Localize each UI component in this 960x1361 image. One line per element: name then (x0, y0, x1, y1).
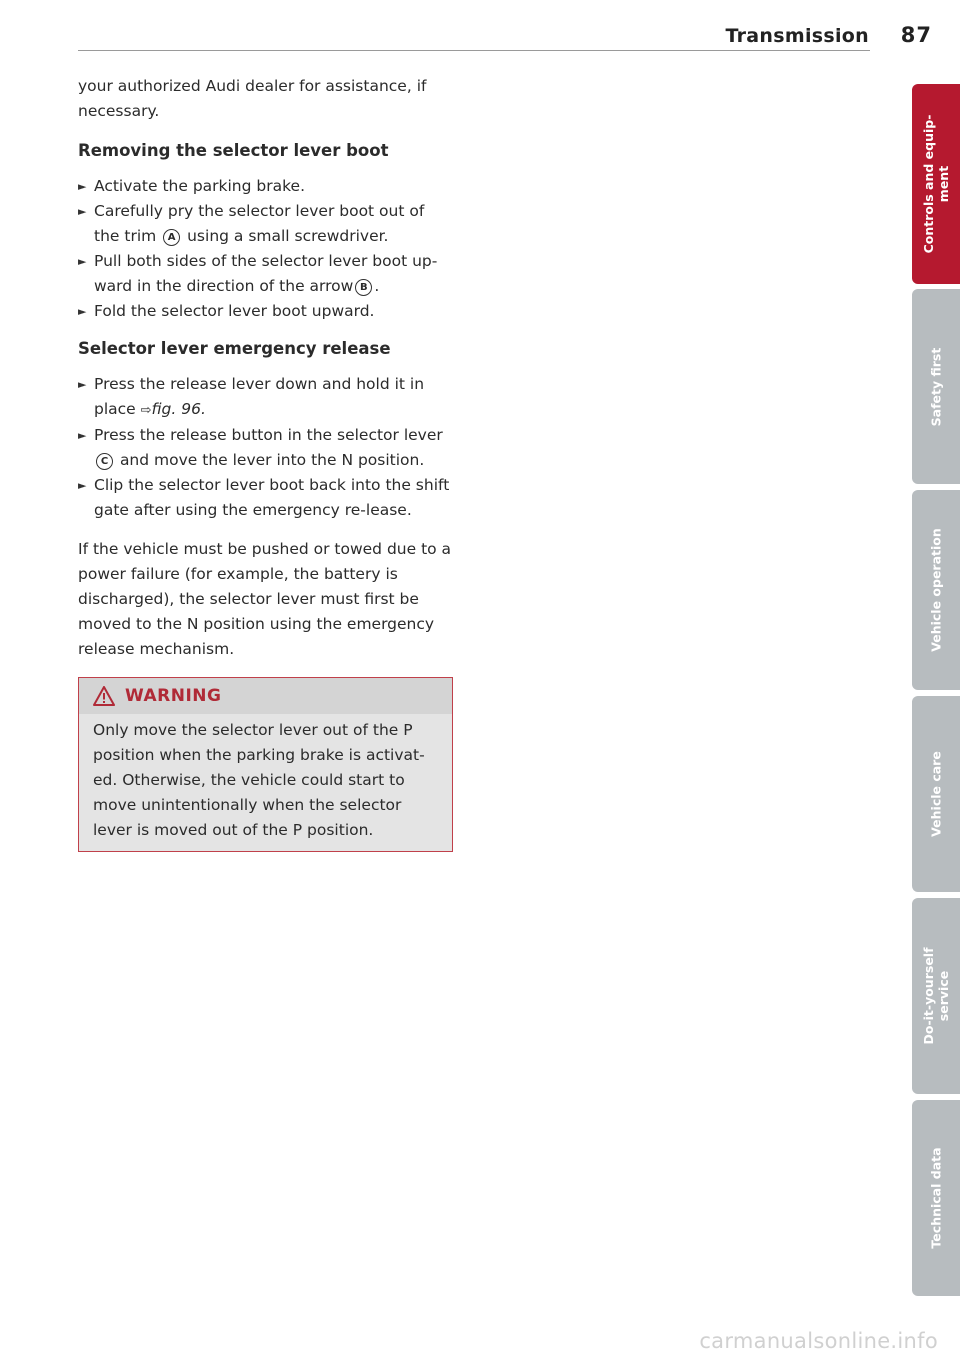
step-text: and move the lever into the N position. (119, 451, 425, 469)
warning-box (78, 677, 453, 852)
list-item (78, 249, 453, 299)
step-text: Activate the parking brake. (94, 177, 305, 195)
list-item (78, 174, 453, 199)
step-text: Clip the selector lever boot back into the shift gate after using the emergency re-lease. (94, 476, 450, 519)
step-text: Fold the selector lever boot upward. (94, 302, 375, 320)
tab-label: Technical data (928, 1147, 944, 1249)
tab-label: Controls and equip- ment (921, 114, 951, 254)
step-text: using a small screwdriver. (187, 227, 389, 245)
step-text: Press the release lever down and hold it in place (94, 375, 425, 418)
header-rule (78, 50, 870, 51)
tab-vehicle-care[interactable] (912, 696, 960, 892)
bullet-icon: ► (78, 180, 87, 193)
tab-label: Vehicle operation (928, 528, 944, 652)
figure-reference-link[interactable]: fig. 96. (151, 400, 206, 418)
page-number: 87 (900, 23, 932, 47)
removing-boot-steps (78, 174, 453, 324)
bullet-icon: ► (78, 305, 87, 318)
step-text: Press the release button in the selector lever (94, 426, 443, 444)
step-text: . (374, 277, 380, 295)
intro-paragraph: your authorized Audi dealer for assistance, if necessary. (78, 77, 427, 120)
warning-triangle-icon (93, 686, 115, 706)
section-heading-removing-boot: Removing the selector lever boot (78, 141, 389, 160)
bullet-icon: ► (78, 255, 87, 268)
marker-b-icon: B (355, 279, 372, 296)
list-item (78, 199, 453, 249)
section-title: Transmission (725, 25, 869, 47)
tab-do-it-yourself-service[interactable] (912, 898, 960, 1094)
body-paragraph: If the vehicle must be pushed or towed due to a power failure (for example, the battery is discharged), the selector lever must first be moved to the N position using the emergency release mechanism. (78, 540, 452, 658)
tab-label: Safety first (928, 347, 944, 426)
warning-text: Only move the selector lever out of the P position when the parking brake is activat-ed. Otherwise, the vehicle could start to move unintentionally when the selector lever is moved out of the P position. (93, 721, 425, 839)
tab-technical-data[interactable] (912, 1100, 960, 1296)
warning-header (79, 678, 452, 714)
bullet-icon: ► (78, 479, 87, 492)
emergency-release-steps (78, 372, 453, 523)
watermark: carmanualsonline.info (699, 1329, 938, 1353)
tab-label: Vehicle care (928, 751, 944, 837)
main-content (78, 74, 453, 852)
marker-c-icon: C (96, 453, 113, 470)
bullet-icon: ► (78, 205, 87, 218)
list-item (78, 372, 453, 423)
tab-vehicle-operation[interactable] (912, 490, 960, 690)
list-item (78, 299, 453, 324)
tab-controls-and-equipment[interactable] (912, 84, 960, 284)
tab-safety-first[interactable] (912, 289, 960, 484)
step-text: Carefully pry the selector lever boot out of the trim (94, 202, 425, 245)
reference-arrow-icon: ⇨ (140, 403, 152, 418)
marker-a-icon: A (163, 229, 180, 246)
tab-label: Do-it-yourself service (921, 947, 951, 1045)
bullet-icon: ► (78, 429, 87, 442)
list-item (78, 473, 453, 523)
step-text: Pull both sides of the selector lever boot up-ward in the direction of the arrow (94, 252, 438, 295)
bullet-icon: ► (78, 378, 87, 391)
list-item (78, 423, 453, 473)
warning-title: WARNING (125, 685, 222, 706)
section-heading-emergency-release: Selector lever emergency release (78, 339, 391, 358)
